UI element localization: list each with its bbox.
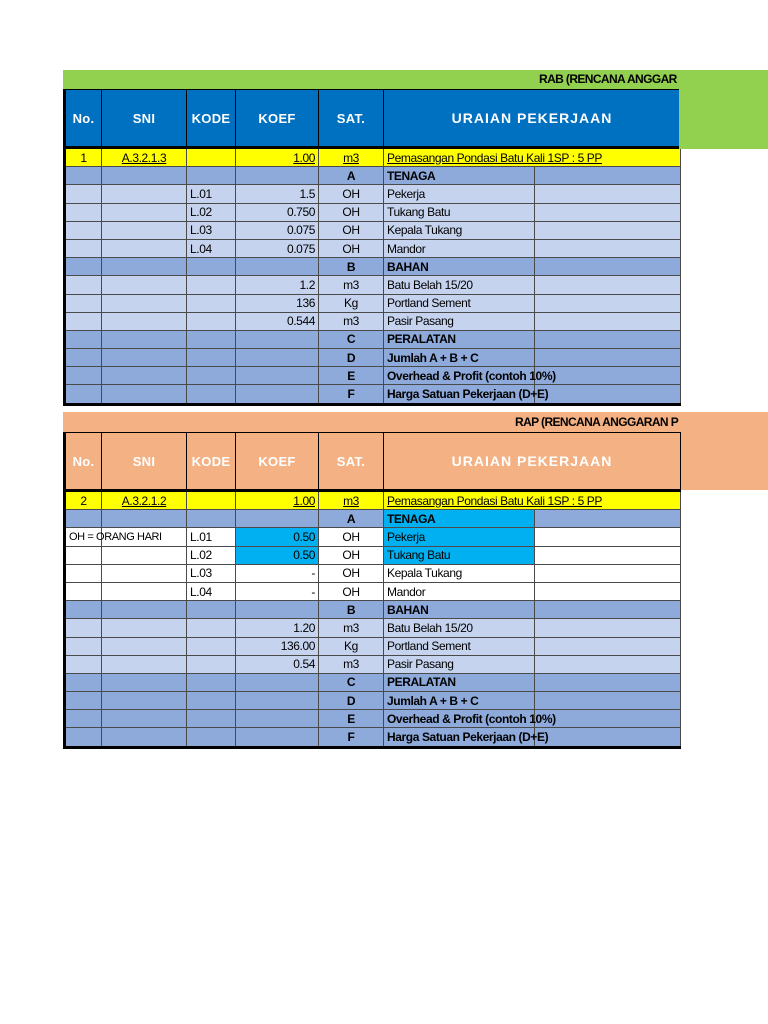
- row-note: [65, 276, 102, 294]
- row-kode: L.03: [187, 221, 236, 239]
- row-koef: [236, 167, 319, 185]
- row-note: [65, 203, 102, 221]
- row-kode: [187, 637, 236, 655]
- row-uraian: Tukang Batu: [384, 203, 535, 221]
- table-row: [65, 185, 681, 203]
- row-extra: [535, 312, 681, 330]
- table-row: [65, 349, 681, 367]
- row-note: [65, 312, 102, 330]
- table-row: [65, 655, 681, 673]
- row-sat: F: [319, 385, 384, 404]
- header-kode: KODE: [187, 433, 236, 491]
- row-note: [65, 167, 102, 185]
- row-koef: [236, 367, 319, 385]
- row-note: [65, 655, 102, 673]
- row-uraian: Pekerja: [384, 185, 535, 203]
- row-sat: C: [319, 673, 384, 691]
- row-kode: L.01: [187, 185, 236, 203]
- row-sat: B: [319, 258, 384, 276]
- row-koef: 0.075: [236, 221, 319, 239]
- item-sni: A.3.2.1.3: [102, 148, 187, 167]
- row-note: [65, 185, 102, 203]
- row-sat: OH: [319, 203, 384, 221]
- table-row: [65, 312, 681, 330]
- row-uraian: Portland Sement: [384, 637, 535, 655]
- row-koef: [236, 385, 319, 404]
- row-sat: OH: [319, 185, 384, 203]
- rap-header-ext: [679, 432, 768, 490]
- row-extra: [535, 510, 681, 528]
- table-row: [65, 673, 681, 691]
- row-extra: [535, 330, 681, 348]
- row-uraian: Pekerja: [384, 528, 535, 546]
- row-sni: [102, 167, 187, 185]
- header-no: No.: [65, 433, 102, 491]
- row-sni: [102, 619, 187, 637]
- row-note: [65, 510, 102, 528]
- table-row: [65, 330, 681, 348]
- row-note: [65, 673, 102, 691]
- rab-body: [65, 167, 681, 404]
- row-uraian: Overhead & Profit (contoh 10%): [384, 367, 535, 385]
- item-koef: 1.00: [236, 148, 319, 167]
- row-sat: D: [319, 692, 384, 710]
- item-no: 1: [65, 148, 102, 167]
- row-kode: L.03: [187, 564, 236, 582]
- row-sni: [102, 546, 187, 564]
- header-koef: KOEF: [236, 90, 319, 148]
- item-sat: m3: [319, 491, 384, 510]
- row-extra: [535, 167, 681, 185]
- row-sni: [102, 673, 187, 691]
- row-koef: 136: [236, 294, 319, 312]
- row-extra: [535, 546, 681, 564]
- row-sat: m3: [319, 655, 384, 673]
- row-note: [65, 221, 102, 239]
- row-sat: OH: [319, 546, 384, 564]
- row-extra: [535, 239, 681, 257]
- row-sni: [102, 510, 187, 528]
- row-sat: A: [319, 167, 384, 185]
- row-sni: [102, 294, 187, 312]
- rab-header-ext: [679, 89, 768, 149]
- header-koef: KOEF: [236, 433, 319, 491]
- table-row: [65, 546, 681, 564]
- header-sat: SAT.: [319, 90, 384, 148]
- row-sni: [102, 692, 187, 710]
- table-row: [65, 601, 681, 619]
- table-row: [65, 367, 681, 385]
- table-row: [65, 221, 681, 239]
- row-extra: [535, 601, 681, 619]
- rap-title: RAP (RENCANA ANGGARAN P: [515, 415, 679, 429]
- row-kode: [187, 294, 236, 312]
- row-sat: OH: [319, 582, 384, 600]
- row-sni: [102, 564, 187, 582]
- row-note: [65, 637, 102, 655]
- row-koef: 1.20: [236, 619, 319, 637]
- row-koef: 0.750: [236, 203, 319, 221]
- row-sat: m3: [319, 312, 384, 330]
- table-row: [65, 510, 681, 528]
- header-sni: SNI: [102, 433, 187, 491]
- table-row: [65, 637, 681, 655]
- row-koef: 0.50: [236, 546, 319, 564]
- row-koef: -: [236, 582, 319, 600]
- rap-banner: [63, 412, 768, 432]
- row-kode: [187, 258, 236, 276]
- row-koef: [236, 330, 319, 348]
- row-koef: 0.075: [236, 239, 319, 257]
- row-kode: [187, 655, 236, 673]
- row-sat: E: [319, 367, 384, 385]
- row-sni: [102, 710, 187, 728]
- row-uraian: Pasir Pasang: [384, 655, 535, 673]
- row-uraian: Batu Belah 15/20: [384, 276, 535, 294]
- header-kode: KODE: [187, 90, 236, 148]
- row-kode: [187, 728, 236, 747]
- header-sat: SAT.: [319, 433, 384, 491]
- table-row: [65, 294, 681, 312]
- row-kode: [187, 510, 236, 528]
- row-sat: Kg: [319, 637, 384, 655]
- item-sat: m3: [319, 148, 384, 167]
- item-uraian: Pemasangan Pondasi Batu Kali 1SP : 5 PP: [384, 148, 681, 167]
- row-uraian: BAHAN: [384, 258, 535, 276]
- rab-table: [63, 89, 681, 406]
- row-kode: [187, 692, 236, 710]
- row-koef: 0.544: [236, 312, 319, 330]
- row-koef: [236, 710, 319, 728]
- row-note: [65, 385, 102, 404]
- row-extra: [535, 637, 681, 655]
- row-kode: [187, 167, 236, 185]
- row-sni: [102, 185, 187, 203]
- rab-header-row: [65, 90, 681, 148]
- row-sni: [102, 582, 187, 600]
- item-kode: [187, 148, 236, 167]
- row-koef: 0.50: [236, 528, 319, 546]
- row-koef: [236, 258, 319, 276]
- row-sat: E: [319, 710, 384, 728]
- table-row: [65, 528, 681, 546]
- rap-main-row: [65, 491, 681, 510]
- table-row: [65, 692, 681, 710]
- row-note: [65, 330, 102, 348]
- row-note: [65, 546, 102, 564]
- row-note: [65, 294, 102, 312]
- row-kode: [187, 349, 236, 367]
- row-uraian: Kepala Tukang: [384, 221, 535, 239]
- header-sni: SNI: [102, 90, 187, 148]
- row-koef: [236, 349, 319, 367]
- row-extra: [535, 710, 681, 728]
- row-kode: [187, 673, 236, 691]
- row-uraian: Pasir Pasang: [384, 312, 535, 330]
- table-row: [65, 728, 681, 747]
- row-sni: [102, 239, 187, 257]
- row-koef: [236, 728, 319, 747]
- row-extra: [535, 221, 681, 239]
- row-koef: 0.54: [236, 655, 319, 673]
- row-sat: m3: [319, 619, 384, 637]
- row-extra: [535, 655, 681, 673]
- table-row: [65, 203, 681, 221]
- row-kode: L.02: [187, 203, 236, 221]
- row-extra: [535, 203, 681, 221]
- row-sni: [102, 203, 187, 221]
- row-sat: OH: [319, 239, 384, 257]
- row-sni: [102, 655, 187, 673]
- table-row: [65, 276, 681, 294]
- row-sat: OH: [319, 221, 384, 239]
- row-kode: [187, 710, 236, 728]
- row-kode: L.04: [187, 582, 236, 600]
- row-uraian: TENAGA: [384, 510, 535, 528]
- row-kode: [187, 330, 236, 348]
- row-extra: [535, 619, 681, 637]
- row-uraian: Mandor: [384, 239, 535, 257]
- row-extra: [535, 582, 681, 600]
- row-kode: L.02: [187, 546, 236, 564]
- row-note: [65, 239, 102, 257]
- row-note: [65, 619, 102, 637]
- rab-title: RAB (RENCANA ANGGAR: [539, 72, 677, 86]
- row-uraian: Jumlah A + B + C: [384, 692, 535, 710]
- row-uraian: Jumlah A + B + C: [384, 349, 535, 367]
- table-row: [65, 564, 681, 582]
- row-sni: [102, 637, 187, 655]
- row-sat: OH: [319, 564, 384, 582]
- row-kode: [187, 601, 236, 619]
- row-note: [65, 349, 102, 367]
- row-uraian: PERALATAN: [384, 673, 535, 691]
- row-kode: [187, 367, 236, 385]
- row-sni: [102, 258, 187, 276]
- row-sni: [102, 385, 187, 404]
- row-kode: [187, 276, 236, 294]
- row-uraian: Tukang Batu: [384, 546, 535, 564]
- row-note: [65, 258, 102, 276]
- row-sat: C: [319, 330, 384, 348]
- row-kode: [187, 385, 236, 404]
- row-sni: [102, 330, 187, 348]
- row-sat: F: [319, 728, 384, 747]
- row-koef: 136.00: [236, 637, 319, 655]
- row-extra: [535, 385, 681, 404]
- row-sat: OH: [319, 528, 384, 546]
- row-extra: [535, 673, 681, 691]
- rap-table: [63, 432, 681, 749]
- item-kode: [187, 491, 236, 510]
- row-koef: [236, 673, 319, 691]
- table-row: [65, 258, 681, 276]
- row-extra: [535, 294, 681, 312]
- row-extra: [535, 185, 681, 203]
- row-koef: [236, 510, 319, 528]
- item-uraian: Pemasangan Pondasi Batu Kali 1SP : 5 PP: [384, 491, 681, 510]
- row-extra: [535, 367, 681, 385]
- row-kode: L.04: [187, 239, 236, 257]
- item-no: 2: [65, 491, 102, 510]
- item-koef: 1.00: [236, 491, 319, 510]
- row-uraian: Portland Sement: [384, 294, 535, 312]
- row-sni: [102, 601, 187, 619]
- row-koef: [236, 601, 319, 619]
- row-note: [65, 564, 102, 582]
- row-note: OH = ORANG HARI: [65, 528, 102, 546]
- row-koef: 1.5: [236, 185, 319, 203]
- rap-body: [65, 510, 681, 747]
- table-row: [65, 582, 681, 600]
- row-extra: [535, 692, 681, 710]
- table-row: [65, 619, 681, 637]
- rap-header-row: [65, 433, 681, 491]
- row-note: [65, 601, 102, 619]
- rab-main-row: [65, 148, 681, 167]
- row-note: [65, 710, 102, 728]
- row-uraian: TENAGA: [384, 167, 535, 185]
- row-note: [65, 582, 102, 600]
- row-extra: [535, 276, 681, 294]
- row-kode: [187, 312, 236, 330]
- row-note: [65, 692, 102, 710]
- row-kode: L.01: [187, 528, 236, 546]
- row-sat: Kg: [319, 294, 384, 312]
- row-koef: [236, 692, 319, 710]
- header-uraian: URAIAN PEKERJAAN: [384, 433, 681, 491]
- row-uraian: Overhead & Profit (contoh 10%): [384, 710, 535, 728]
- row-extra: [535, 728, 681, 747]
- row-uraian: BAHAN: [384, 601, 535, 619]
- row-uraian: Harga Satuan Pekerjaan (D+E): [384, 728, 535, 747]
- row-sni: [102, 221, 187, 239]
- row-sni: [102, 349, 187, 367]
- row-sat: B: [319, 601, 384, 619]
- row-extra: [535, 258, 681, 276]
- row-uraian: Harga Satuan Pekerjaan (D+E): [384, 385, 535, 404]
- row-sat: m3: [319, 276, 384, 294]
- header-no: No.: [65, 90, 102, 148]
- row-kode: [187, 619, 236, 637]
- row-sni: [102, 276, 187, 294]
- row-sni: [102, 312, 187, 330]
- row-koef: 1.2: [236, 276, 319, 294]
- row-note: [65, 367, 102, 385]
- row-extra: [535, 349, 681, 367]
- rab-banner: [63, 70, 768, 89]
- row-sni: [102, 728, 187, 747]
- row-uraian: PERALATAN: [384, 330, 535, 348]
- table-row: [65, 385, 681, 404]
- row-uraian: Kepala Tukang: [384, 564, 535, 582]
- row-sat: A: [319, 510, 384, 528]
- row-note: [65, 728, 102, 747]
- row-extra: [535, 564, 681, 582]
- row-sni: [102, 367, 187, 385]
- item-sni: A.3.2.1.2: [102, 491, 187, 510]
- row-uraian: Mandor: [384, 582, 535, 600]
- row-sat: D: [319, 349, 384, 367]
- row-koef: -: [236, 564, 319, 582]
- header-uraian: URAIAN PEKERJAAN: [384, 90, 681, 148]
- table-row: [65, 710, 681, 728]
- table-row: [65, 239, 681, 257]
- row-extra: [535, 528, 681, 546]
- table-row: [65, 167, 681, 185]
- row-uraian: Batu Belah 15/20: [384, 619, 535, 637]
